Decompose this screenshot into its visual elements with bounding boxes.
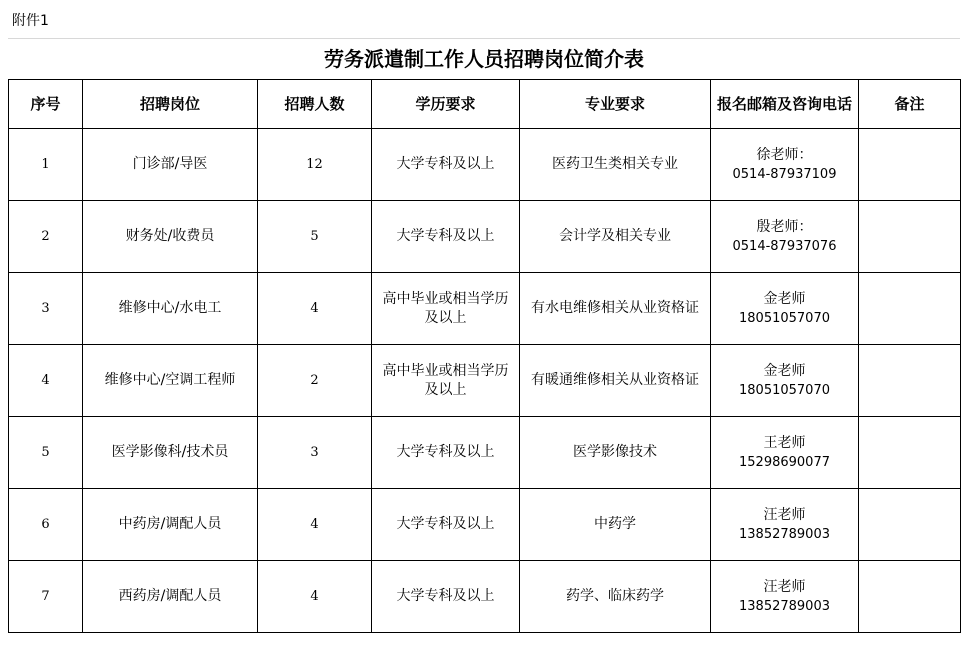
cell-education: 大学专科及以上 xyxy=(372,129,520,201)
header-note: 备注 xyxy=(859,80,961,129)
cell-position: 中药房/调配人员 xyxy=(83,489,258,561)
cell-contact xyxy=(711,129,859,201)
cell-position: 财务处/收费员 xyxy=(83,201,258,273)
cell-note xyxy=(859,129,961,201)
cell-major: 医学影像技术 xyxy=(520,417,711,489)
cell-position: 西药房/调配人员 xyxy=(83,561,258,633)
cell-contact xyxy=(711,273,859,345)
cell-education: 高中毕业或相当学历及以上 xyxy=(372,273,520,345)
header-education: 学历要求 xyxy=(372,80,520,129)
contact-name: 汪老师 xyxy=(763,578,806,595)
contact-phone: 0514-87937076 xyxy=(732,238,837,254)
cell-position: 门诊部/导医 xyxy=(83,129,258,201)
cell-major: 中药学 xyxy=(520,489,711,561)
table-row xyxy=(9,561,961,633)
cell-education: 大学专科及以上 xyxy=(372,561,520,633)
table-row xyxy=(9,345,961,417)
cell-count: 4 xyxy=(258,489,372,561)
cell-contact xyxy=(711,561,859,633)
contact-name: 金老师 xyxy=(763,290,806,307)
contact-name: 汪老师 xyxy=(763,506,806,523)
cell-no: 2 xyxy=(9,201,83,273)
cell-major: 有暖通维修相关从业资格证 xyxy=(520,345,711,417)
cell-education: 高中毕业或相当学历及以上 xyxy=(372,345,520,417)
cell-contact xyxy=(711,489,859,561)
cell-no: 5 xyxy=(9,417,83,489)
table-row xyxy=(9,489,961,561)
contact-name: 金老师 xyxy=(763,362,806,379)
cell-contact xyxy=(711,345,859,417)
cell-count: 2 xyxy=(258,345,372,417)
header-position: 招聘岗位 xyxy=(83,80,258,129)
cell-no: 4 xyxy=(9,345,83,417)
page-title: 劳务派遣制工作人员招聘岗位简介表 xyxy=(324,47,644,71)
header-major: 专业要求 xyxy=(520,80,711,129)
cell-note xyxy=(859,561,961,633)
cell-major: 医药卫生类相关专业 xyxy=(520,129,711,201)
sheet-divider xyxy=(8,38,960,39)
cell-note xyxy=(859,345,961,417)
contact-name: 徐老师： xyxy=(756,146,813,163)
contact-phone: 13852789003 xyxy=(739,598,830,614)
cell-count: 12 xyxy=(258,129,372,201)
cell-education: 大学专科及以上 xyxy=(372,201,520,273)
contact-phone: 18051057070 xyxy=(739,382,830,398)
contact-phone: 13852789003 xyxy=(739,526,830,542)
cell-note xyxy=(859,201,961,273)
header-no: 序号 xyxy=(9,80,83,129)
cell-note xyxy=(859,489,961,561)
cell-note xyxy=(859,417,961,489)
cell-count: 4 xyxy=(258,273,372,345)
cell-education: 大学专科及以上 xyxy=(372,489,520,561)
cell-no: 7 xyxy=(9,561,83,633)
table-row xyxy=(9,129,961,201)
cell-contact xyxy=(711,201,859,273)
cell-no: 6 xyxy=(9,489,83,561)
cell-no: 3 xyxy=(9,273,83,345)
attachment-label: 附件1 xyxy=(12,13,49,29)
recruitment-table xyxy=(8,79,961,633)
cell-count: 4 xyxy=(258,561,372,633)
contact-name: 殷老师： xyxy=(756,218,813,235)
cell-count: 3 xyxy=(258,417,372,489)
contact-phone: 0514-87937109 xyxy=(732,166,837,182)
cell-note xyxy=(859,273,961,345)
header-count: 招聘人数 xyxy=(258,80,372,129)
cell-education: 大学专科及以上 xyxy=(372,417,520,489)
cell-count: 5 xyxy=(258,201,372,273)
table-header-row xyxy=(9,80,961,129)
cell-major: 有水电维修相关从业资格证 xyxy=(520,273,711,345)
cell-contact xyxy=(711,417,859,489)
cell-major: 会计学及相关专业 xyxy=(520,201,711,273)
cell-position: 维修中心/空调工程师 xyxy=(83,345,258,417)
contact-phone: 15298690077 xyxy=(739,454,830,470)
contact-name: 王老师 xyxy=(763,434,806,451)
header-contact: 报名邮箱及咨询电话 xyxy=(711,80,859,129)
table-row xyxy=(9,273,961,345)
cell-no: 1 xyxy=(9,129,83,201)
table-row xyxy=(9,417,961,489)
table-row xyxy=(9,201,961,273)
contact-phone: 18051057070 xyxy=(739,310,830,326)
cell-position: 维修中心/水电工 xyxy=(83,273,258,345)
cell-major: 药学、临床药学 xyxy=(520,561,711,633)
cell-position: 医学影像科/技术员 xyxy=(83,417,258,489)
